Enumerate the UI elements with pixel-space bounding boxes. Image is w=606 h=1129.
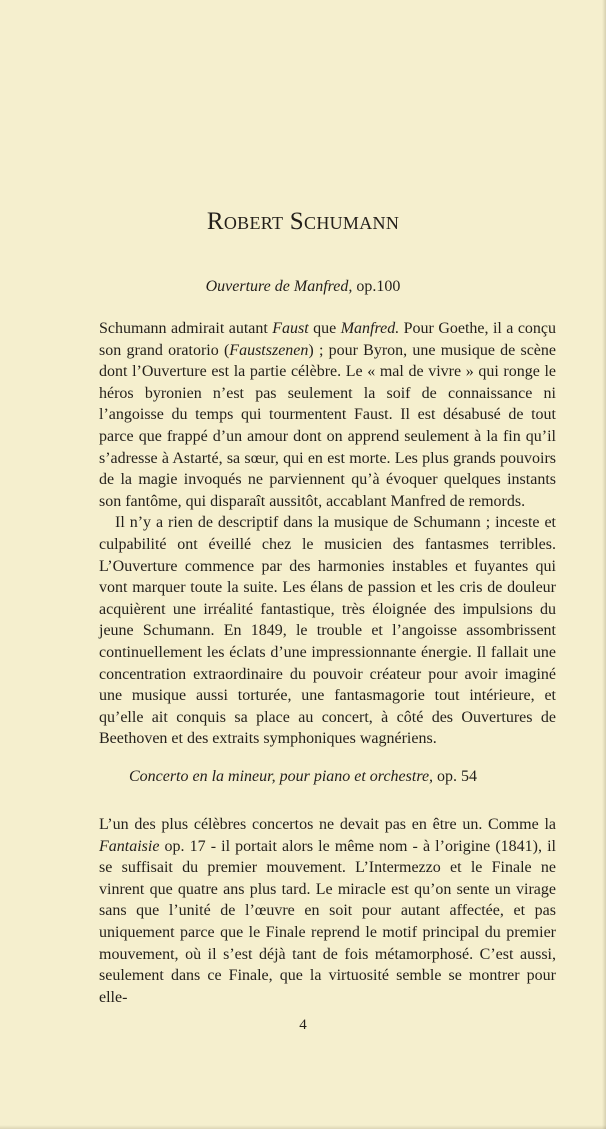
text-span: Pour Goethe, il a conçu son grand oratorio ( xyxy=(99,320,557,359)
section-heading-concerto-opus: op. 54 xyxy=(433,768,478,785)
section-heading-manfred xyxy=(0,278,606,296)
paragraph-manfred-1 xyxy=(99,318,556,512)
work-title-faust: Faust xyxy=(272,320,309,337)
text-span: ) ; pour Byron, une musique de scène dont l’Ouverture est la partie célèbre. Le « mal de vivre » qui ronge le héros byronien n’est pas seulement la soif de connaissance ni l’angoisse du temps qui tourmentent Faust. Il est désabusé de tout parce que frappé d’un amour dont on apprend seulement à la fin qu’il s’adresse à Astarté, sa sœur, qui en est morte. Les plus grands pouvoirs de la magie invoqués ne parviennent qu’à évoquer quelques instants son fantôme, qui disparaît aussitôt, accablant Manfred de remords. xyxy=(99,341,556,510)
text-span: L’un des plus célèbres concertos ne devait pas en être un. Comme la xyxy=(99,816,556,833)
section-heading-concerto xyxy=(0,768,606,786)
page-bottom-shadow xyxy=(0,1125,606,1129)
section-heading-manfred-title: Ouverture de Manfred, xyxy=(205,278,353,295)
work-title-fantaisie: Fantaisie xyxy=(99,837,160,855)
text-span: op. 17 - il portait alors le même nom - à l’origine (1841), il se suffisait du premier mouvement. L’Intermezzo et le Finale ne vinrent que quatre ans plus tard. Le miracle est qu’on sente un virage sans que l’unité de l’œuvre en soit pour autant affectée, et pas uniquement parce que le Finale reprend le motif principal du premier mouvement, où il s’est déjà tant de fois métamorphosé. C’est aussi, seulement dans ce Finale, que la virtuosité semble se montrer pour elle- xyxy=(99,837,556,1006)
section-body-manfred xyxy=(99,318,556,750)
paragraph-concerto-1 xyxy=(99,814,556,1008)
page-title: Robert Schumann xyxy=(206,208,400,235)
section-body-concerto xyxy=(99,814,556,1008)
work-title-manfred: Manfred. xyxy=(340,320,400,337)
text-span: Schumann admirait autant xyxy=(99,320,273,337)
work-title-faustszenen: Faustszenen xyxy=(229,341,309,359)
section-heading-manfred-opus: op.100 xyxy=(352,278,401,295)
section-heading-concerto-title: Concerto en la mineur, pour piano et orchestre, xyxy=(128,768,434,785)
text-span: que xyxy=(308,320,341,337)
page-number: 4 xyxy=(299,1017,307,1033)
page-edge-shadow xyxy=(602,0,606,1129)
paragraph-manfred-2: Il n’y a rien de descriptif dans la musique de Schumann ; inceste et culpabilité ont éveillé chez le musicien des fantasmes terribles. L’Ouverture commence par des harmonies instables et fuyantes qui vont marquer toute la suite. Les élans de passion et les cris de douleur acquièrent une irréalité fantastique, très éloignée des impulsions du jeune Schumann. En 1849, le trouble et l’angoisse assombrissent continuellement les éclats d’une impressionnante énergie. Il fallait une concentration extraordinaire du pouvoir créateur pour avoir imaginé une musique aussi torturée, une fantasmagorie tout intérieure, et qu’elle ait conquis sa place au concert, à côté des Ouvertures de Beethoven et des extraits symphoniques wagnériens. xyxy=(99,514,556,748)
